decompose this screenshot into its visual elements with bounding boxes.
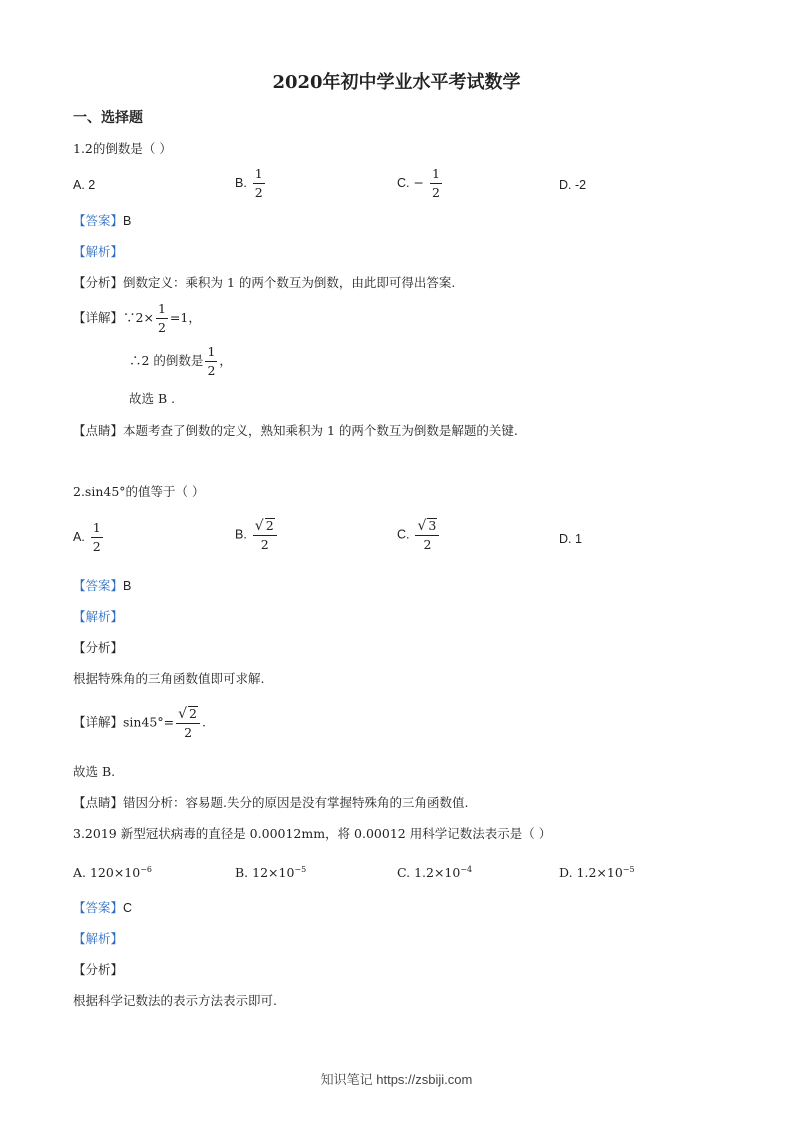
detail-pre: ∵2× xyxy=(123,310,154,325)
q1-detail-line3: 故选 B . xyxy=(129,391,176,406)
fenxi-label: 【分析】 xyxy=(73,275,124,290)
q1-option-c-fraction xyxy=(430,168,442,199)
q2-choose: 故选 B. xyxy=(73,764,116,779)
q3-option-c xyxy=(397,866,472,880)
answer-label: 【答案】 xyxy=(73,900,124,915)
q1-option-b xyxy=(235,168,267,199)
q2-comment xyxy=(73,797,468,810)
radicand: 2 xyxy=(265,518,274,533)
radical-sign: √ xyxy=(254,518,264,534)
q1-option-c xyxy=(397,168,444,199)
exponent: −6 xyxy=(140,865,153,874)
page-title: 2020年初中学业水平考试数学 xyxy=(272,72,521,93)
radical-sign: √ xyxy=(178,706,188,722)
denominator: 2 xyxy=(260,537,269,552)
comment-text: 错因分析：容易题.失分的原因是没有掌握特殊角的三角函数值. xyxy=(123,795,469,810)
detail-label: 【详解】 xyxy=(73,714,124,730)
q1-option-c-letter: C. xyxy=(397,176,410,190)
numerator: 1 xyxy=(253,168,265,184)
q1-option-b-letter: B. xyxy=(235,176,247,190)
section-heading: 一、选择题 xyxy=(73,110,143,126)
option-text: D. 1.2×10 xyxy=(559,865,623,881)
q1-option-b-fraction xyxy=(253,168,265,199)
radicand: 3 xyxy=(428,518,437,533)
numerator: 1 xyxy=(205,346,217,362)
q2-option-b-fraction xyxy=(253,518,277,552)
q1-analysis-label: 【解析】 xyxy=(73,244,124,259)
q2-answer xyxy=(73,580,131,593)
q3-fenxi-text: 根据科学记数法的表示方法表示即可. xyxy=(73,993,277,1008)
footer-watermark: 知识笔记 https://zsbiji.com xyxy=(320,1072,473,1087)
detail-post: ， xyxy=(219,353,232,368)
answer-label: 【答案】 xyxy=(73,213,124,228)
numerator xyxy=(415,518,439,536)
q2-option-d: D. 1 xyxy=(559,532,582,546)
radicand: 2 xyxy=(189,706,197,721)
detail-fraction xyxy=(176,706,200,740)
comment-label: 【点睛】 xyxy=(73,795,124,810)
answer-value: B xyxy=(123,579,132,593)
minus-sign: − xyxy=(413,175,424,190)
q2-option-b xyxy=(235,518,279,552)
q1-detail-line2 xyxy=(129,346,232,377)
answer-value: C xyxy=(123,901,133,915)
numerator xyxy=(253,518,277,536)
q3-option-b xyxy=(235,866,306,880)
denominator: 2 xyxy=(207,362,216,378)
numerator xyxy=(176,706,200,724)
denominator: 2 xyxy=(431,184,440,200)
q2-option-c-letter: C. xyxy=(397,527,410,542)
option-text: C. 1.2×10 xyxy=(397,865,461,881)
q2-analysis-label: 【解析】 xyxy=(73,609,124,624)
q1-comment xyxy=(73,425,518,438)
exponent: −5 xyxy=(622,865,635,874)
detail-fraction xyxy=(156,303,168,334)
q2-stem: 2.sin45°的值等于（ ） xyxy=(73,484,205,499)
answer-label: 【答案】 xyxy=(73,578,124,593)
numerator: 1 xyxy=(430,168,442,184)
denominator: 2 xyxy=(92,538,101,554)
q3-answer xyxy=(73,902,132,915)
answer-value: B xyxy=(123,214,132,228)
fenxi-text: 倒数定义：乘积为 1 的两个数互为倒数，由此即可得出答案. xyxy=(123,275,456,290)
denominator: 2 xyxy=(184,725,193,740)
q2-option-c xyxy=(397,518,441,552)
numerator: 1 xyxy=(91,522,103,538)
exponent: −5 xyxy=(294,865,307,874)
detail-post: =1， xyxy=(169,310,201,325)
radical-sign: √ xyxy=(417,518,427,534)
q2-option-a-letter: A. xyxy=(73,530,85,544)
q3-stem: 3.2019 新型冠状病毒的直径是 0.00012mm，将 0.00012 用科学记数法表示是（ ） xyxy=(73,826,552,841)
option-text: A. 120×10 xyxy=(73,865,141,881)
detail-pre: sin45°= xyxy=(123,714,175,730)
q1-detail-line1 xyxy=(73,303,201,334)
q2-fenxi-text: 根据特殊角的三角函数值即可求解. xyxy=(73,671,265,686)
exponent: −4 xyxy=(460,865,473,874)
q3-fenxi-label: 【分析】 xyxy=(73,962,124,977)
q1-fenxi xyxy=(73,277,455,290)
denominator: 2 xyxy=(423,537,432,552)
detail-pre: ∴2 的倒数是 xyxy=(129,353,204,368)
option-text: B. 12×10 xyxy=(235,865,295,881)
numerator: 1 xyxy=(156,303,168,319)
detail-fraction xyxy=(205,346,217,377)
q1-option-a: A. 2 xyxy=(73,178,96,192)
detail-post: . xyxy=(201,714,206,730)
q2-option-a xyxy=(73,522,105,553)
q3-option-a xyxy=(73,866,152,880)
q2-detail xyxy=(73,706,206,740)
comment-text: 本题考查了倒数的定义，熟知乘积为 1 的两个数互为倒数是解题的关键. xyxy=(123,423,518,438)
q2-option-b-letter: B. xyxy=(235,527,247,542)
q2-option-a-fraction xyxy=(91,522,103,553)
q2-fenxi-label: 【分析】 xyxy=(73,640,124,655)
q3-analysis-label: 【解析】 xyxy=(73,931,124,946)
comment-label: 【点睛】 xyxy=(73,423,124,438)
q2-option-c-fraction xyxy=(415,518,439,552)
denominator: 2 xyxy=(157,319,166,335)
detail-label: 【详解】 xyxy=(73,310,124,325)
q1-answer xyxy=(73,215,131,228)
q3-option-d xyxy=(559,866,635,880)
q1-stem: 1.2的倒数是（ ） xyxy=(73,141,172,156)
q1-option-d: D. -2 xyxy=(559,178,587,192)
denominator: 2 xyxy=(254,184,263,200)
